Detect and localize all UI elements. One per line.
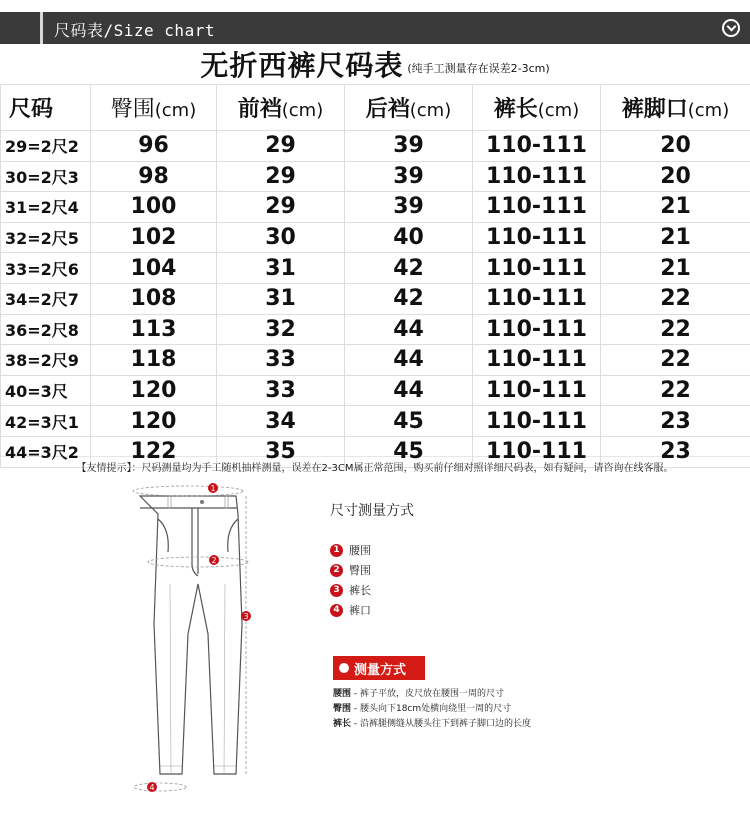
table-cell: 22	[601, 375, 750, 406]
table-cell: 122	[91, 436, 217, 467]
column-header-back-rise: 后裆(cm)	[345, 85, 473, 131]
header-title: 尺码表/Size chart	[54, 21, 215, 40]
size-cell: 33=2尺6	[1, 253, 91, 284]
waist-measure-line	[133, 486, 243, 496]
table-cell: 110-111	[473, 345, 601, 376]
table-cell: 30	[217, 222, 345, 253]
legend-item	[330, 540, 371, 560]
diagram-marker	[147, 782, 157, 792]
table-row	[1, 253, 750, 284]
table-cell: 44	[345, 345, 473, 376]
table-cell: 110-111	[473, 283, 601, 314]
table-cell: 110-111	[473, 222, 601, 253]
pants-pocket-left	[158, 519, 168, 552]
pants-pocket-right	[228, 519, 238, 552]
measurement-title: 尺寸测量方式	[330, 503, 414, 519]
table-cell: 44	[345, 314, 473, 345]
table-cell: 45	[345, 406, 473, 437]
table-note: (纯手工测量存在误差2-3cm)	[407, 62, 550, 75]
measurement-legend	[330, 540, 371, 620]
table-cell: 39	[345, 131, 473, 162]
table-row	[1, 345, 750, 376]
column-header-hip: 臀围(cm)	[91, 85, 217, 131]
pants-diagram	[118, 474, 278, 804]
table-cell: 40	[345, 222, 473, 253]
size-table-section	[0, 44, 750, 468]
table-cell: 22	[601, 283, 750, 314]
method-row	[333, 687, 531, 702]
table-row	[1, 161, 750, 192]
size-cell: 36=2尺8	[1, 314, 91, 345]
table-row	[1, 406, 750, 437]
table-cell: 29	[217, 161, 345, 192]
diagram-marker	[208, 483, 218, 493]
legend-label: 腰围	[349, 544, 371, 557]
table-row	[1, 375, 750, 406]
method-row	[333, 717, 531, 732]
pants-belt-loop	[225, 496, 228, 508]
size-table	[0, 84, 750, 468]
column-header-size: 尺码	[1, 85, 91, 131]
table-cell: 110-111	[473, 375, 601, 406]
legend-label: 臀围	[349, 564, 371, 577]
table-cell: 110-111	[473, 161, 601, 192]
table-cell: 102	[91, 222, 217, 253]
table-cell: 22	[601, 345, 750, 376]
method-desc: - 裤子平放，皮尺放在腰围一周的尺寸	[351, 689, 504, 699]
method-term: 臀围	[333, 704, 352, 714]
number-badge-icon: 3	[330, 584, 343, 597]
table-header-row	[1, 85, 750, 131]
pants-outline	[140, 496, 242, 774]
table-cell: 45	[345, 436, 473, 467]
table-cell: 108	[91, 283, 217, 314]
marker-label: 2	[211, 556, 217, 565]
table-title: 无折西裤尺码表	[200, 49, 404, 82]
diagram-marker	[209, 555, 219, 565]
method-term: 腰围	[333, 689, 352, 699]
table-cell: 110-111	[473, 314, 601, 345]
method-desc: - 沿裤腿侧缝从腰头往下到裤子脚口边的长度	[351, 719, 531, 729]
column-header-length: 裤长(cm)	[473, 85, 601, 131]
table-cell: 35	[217, 436, 345, 467]
table-cell: 22	[601, 314, 750, 345]
column-header-front-rise: 前裆(cm)	[217, 85, 345, 131]
table-cell: 98	[91, 161, 217, 192]
pants-button	[200, 500, 204, 504]
table-cell: 110-111	[473, 253, 601, 284]
table-cell: 120	[91, 406, 217, 437]
hem-measure-line	[134, 783, 186, 791]
diagram-markers	[147, 483, 251, 792]
number-badge-icon: 2	[330, 564, 343, 577]
table-cell: 39	[345, 161, 473, 192]
table-row	[1, 192, 750, 223]
table-cell: 29	[217, 192, 345, 223]
table-cell: 21	[601, 222, 750, 253]
table-cell: 104	[91, 253, 217, 284]
method-term: 裤长	[333, 719, 352, 729]
size-cell: 31=2尺4	[1, 192, 91, 223]
table-cell: 31	[217, 253, 345, 284]
size-cell: 30=2尺3	[1, 161, 91, 192]
header-accent	[40, 12, 43, 44]
table-cell: 23	[601, 436, 750, 467]
size-cell: 42=3尺1	[1, 406, 91, 437]
table-cell: 96	[91, 131, 217, 162]
legend-item	[330, 560, 371, 580]
pants-fly	[192, 508, 198, 576]
table-cell: 118	[91, 345, 217, 376]
table-cell: 21	[601, 253, 750, 284]
table-cell: 33	[217, 375, 345, 406]
table-cell: 20	[601, 161, 750, 192]
marker-label: 3	[243, 612, 249, 621]
size-cell: 32=2尺5	[1, 222, 91, 253]
table-cell: 110-111	[473, 131, 601, 162]
table-cell: 42	[345, 283, 473, 314]
table-row	[1, 314, 750, 345]
diagram-marker	[241, 611, 251, 621]
number-badge-icon: 4	[330, 604, 343, 617]
size-cell: 40=3尺	[1, 375, 91, 406]
size-cell: 44=3尺2	[1, 436, 91, 467]
pants-crease-left	[170, 584, 171, 774]
table-cell: 34	[217, 406, 345, 437]
table-cell: 21	[601, 192, 750, 223]
legend-label: 裤口	[349, 604, 371, 617]
table-cell: 42	[345, 253, 473, 284]
table-cell: 100	[91, 192, 217, 223]
method-row	[333, 702, 531, 717]
legend-item	[330, 600, 371, 620]
table-cell: 110-111	[473, 192, 601, 223]
table-cell: 110-111	[473, 436, 601, 467]
legend-label: 裤长	[349, 584, 371, 597]
method-title: 测量方式	[354, 662, 407, 678]
table-cell: 23	[601, 406, 750, 437]
table-title-row	[0, 44, 750, 84]
method-desc: - 腰头向下18cm处横向绕里一周的尺寸	[351, 704, 512, 714]
table-cell: 20	[601, 131, 750, 162]
marker-label: 1	[210, 484, 216, 493]
number-badge-icon: 1	[330, 544, 343, 557]
pants-belt-loop	[168, 496, 171, 508]
chevron-down-circle-icon[interactable]	[722, 19, 740, 37]
table-cell: 113	[91, 314, 217, 345]
legend-item	[330, 580, 371, 600]
table-row	[1, 131, 750, 162]
table-row	[1, 222, 750, 253]
column-header-leg-opening: 裤脚口(cm)	[601, 85, 750, 131]
table-cell: 120	[91, 375, 217, 406]
pants-crease-right	[224, 584, 225, 774]
method-list	[333, 687, 531, 732]
marker-label: 4	[149, 783, 155, 792]
size-cell: 34=2尺7	[1, 283, 91, 314]
table-row	[1, 283, 750, 314]
size-cell: 29=2尺2	[1, 131, 91, 162]
size-cell: 38=2尺9	[1, 345, 91, 376]
dot-icon	[339, 663, 349, 673]
method-badge	[333, 656, 425, 680]
table-cell: 33	[217, 345, 345, 376]
table-cell: 32	[217, 314, 345, 345]
table-cell: 39	[345, 192, 473, 223]
header-bar	[0, 0, 750, 44]
table-cell: 110-111	[473, 406, 601, 437]
table-cell: 31	[217, 283, 345, 314]
friendly-tip: 【友情提示】：尺码测量均为手工随机抽样测量，误差在2-3CM属正常范围，购买前仔细对照详细尺码表，如有疑问，请咨询在线客服。	[76, 463, 674, 474]
table-cell: 44	[345, 375, 473, 406]
table-cell: 29	[217, 131, 345, 162]
